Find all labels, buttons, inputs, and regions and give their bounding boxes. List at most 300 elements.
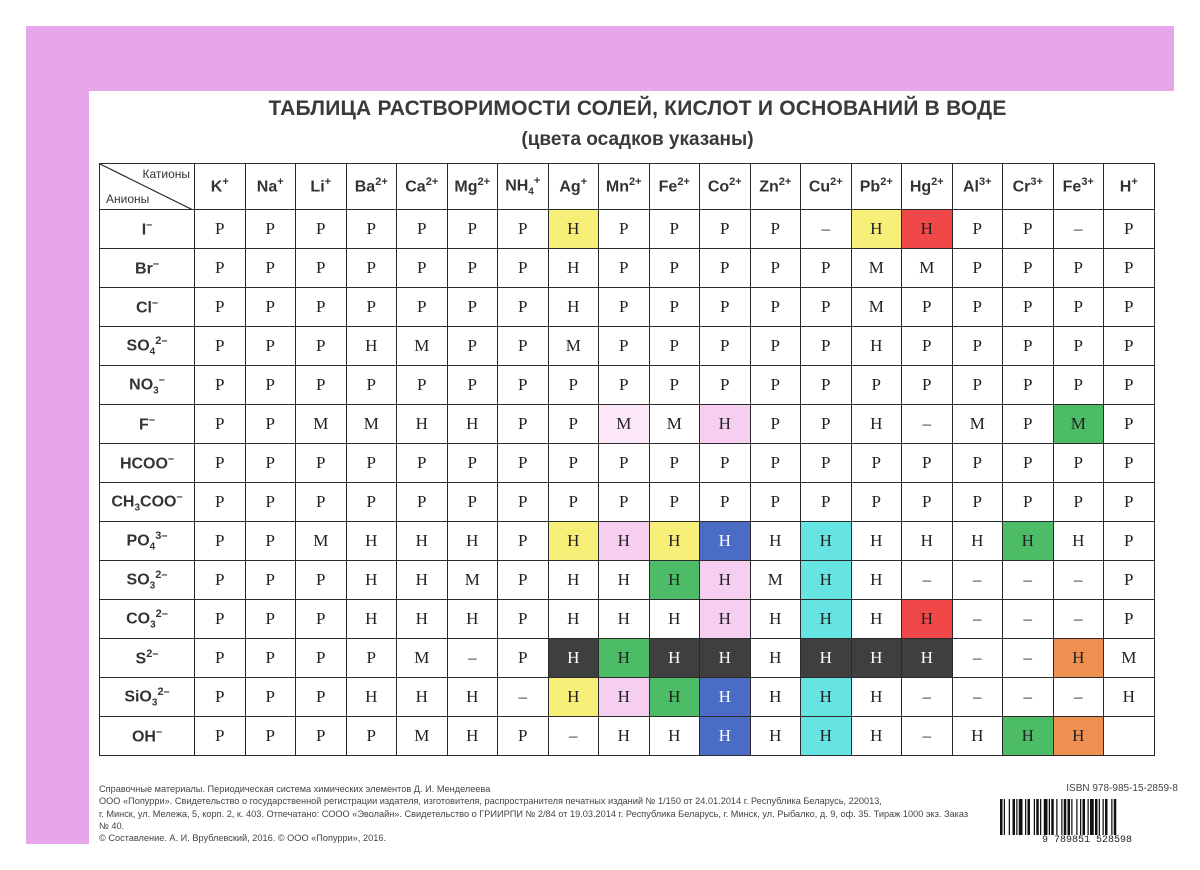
solubility-value: Р bbox=[316, 453, 326, 472]
page-title: ТАБЛИЦА РАСТВОРИМОСТИ СОЛЕЙ, КИСЛОТ И ОСНОВАНИЙ В ВОДЕ bbox=[268, 97, 1007, 120]
solubility-cell bbox=[851, 717, 902, 756]
solubility-cell bbox=[548, 405, 599, 444]
solubility-cell bbox=[397, 366, 448, 405]
solubility-value: Р bbox=[316, 726, 326, 745]
solubility-value: Н bbox=[466, 414, 479, 433]
solubility-cell bbox=[952, 444, 1003, 483]
formula-base: I bbox=[141, 221, 147, 239]
solubility-cell bbox=[952, 366, 1003, 405]
solubility-value: Н bbox=[415, 570, 428, 589]
solubility-cell bbox=[599, 717, 650, 756]
solubility-value: Р bbox=[467, 492, 477, 511]
solubility-cell bbox=[1003, 210, 1054, 249]
solubility-cell bbox=[195, 639, 246, 678]
formula-subscript: 3 bbox=[150, 619, 156, 631]
solubility-value: Р bbox=[568, 453, 578, 472]
solubility-value: Р bbox=[720, 219, 730, 238]
solubility-value: Н bbox=[819, 531, 832, 550]
formula-charge: + bbox=[533, 175, 541, 188]
solubility-cell bbox=[750, 288, 801, 327]
formula-charge: + bbox=[1131, 176, 1138, 189]
solubility-value: Р bbox=[619, 258, 629, 277]
solubility-cell bbox=[801, 600, 852, 639]
solubility-value: – bbox=[973, 687, 982, 706]
solubility-cell bbox=[649, 288, 700, 327]
solubility-value: Р bbox=[1124, 609, 1134, 628]
solubility-cell bbox=[397, 288, 448, 327]
solubility-value: Р bbox=[265, 531, 275, 550]
formula-base: Pb bbox=[859, 178, 881, 196]
solubility-value: Р bbox=[922, 336, 932, 355]
solubility-cell bbox=[447, 483, 498, 522]
formula-base: Ca bbox=[405, 178, 426, 196]
barcode-bar bbox=[1044, 799, 1048, 839]
solubility-cell bbox=[902, 483, 953, 522]
solubility-value: – bbox=[922, 570, 931, 589]
solubility-cell bbox=[346, 522, 397, 561]
barcode-bar bbox=[1083, 799, 1086, 839]
formula-base: CO bbox=[126, 610, 151, 628]
solubility-cell bbox=[1104, 210, 1155, 249]
solubility-value: Р bbox=[265, 297, 275, 316]
solubility-cell bbox=[902, 327, 953, 366]
solubility-cell bbox=[397, 717, 448, 756]
solubility-value: Н bbox=[718, 687, 731, 706]
solubility-value: Н bbox=[617, 726, 630, 745]
solubility-cell bbox=[952, 483, 1003, 522]
table-row bbox=[100, 288, 1155, 327]
solubility-value: Н bbox=[718, 609, 731, 628]
solubility-cell bbox=[801, 678, 852, 717]
solubility-cell bbox=[296, 522, 347, 561]
barcode-bar bbox=[1040, 799, 1041, 839]
solubility-value: Р bbox=[215, 570, 225, 589]
solubility-value: Р bbox=[1124, 336, 1134, 355]
solubility-value: Р bbox=[619, 453, 629, 472]
solubility-value: – bbox=[1074, 609, 1083, 628]
cation-header bbox=[548, 164, 599, 210]
solubility-value: Р bbox=[972, 219, 982, 238]
solubility-cell bbox=[195, 600, 246, 639]
solubility-value: Н bbox=[870, 414, 883, 433]
solubility-cell bbox=[1053, 483, 1104, 522]
solubility-cell bbox=[447, 405, 498, 444]
solubility-cell bbox=[548, 366, 599, 405]
formula-base: Cr bbox=[1012, 178, 1031, 196]
solubility-cell bbox=[397, 327, 448, 366]
barcode-bar bbox=[1114, 799, 1117, 839]
solubility-value: Р bbox=[265, 492, 275, 511]
solubility-cell bbox=[952, 678, 1003, 717]
solubility-value: Р bbox=[922, 297, 932, 316]
solubility-value: Р bbox=[1124, 453, 1134, 472]
solubility-cell bbox=[195, 327, 246, 366]
solubility-value: Н bbox=[718, 648, 731, 667]
solubility-cell bbox=[700, 210, 751, 249]
solubility-value: Н bbox=[920, 648, 933, 667]
solubility-cell bbox=[1003, 717, 1054, 756]
solubility-cell bbox=[952, 405, 1003, 444]
solubility-value: Н bbox=[365, 531, 378, 550]
solubility-cell bbox=[1053, 678, 1104, 717]
solubility-cell bbox=[902, 522, 953, 561]
solubility-cell bbox=[498, 483, 549, 522]
solubility-cell bbox=[750, 249, 801, 288]
solubility-cell bbox=[1104, 444, 1155, 483]
solubility-cell bbox=[296, 483, 347, 522]
solubility-value: Р bbox=[770, 297, 780, 316]
solubility-value: Р bbox=[518, 453, 528, 472]
solubility-value: Р bbox=[619, 297, 629, 316]
solubility-value: Р bbox=[518, 726, 528, 745]
cation-header bbox=[599, 164, 650, 210]
solubility-value: Р bbox=[316, 258, 326, 277]
solubility-cell bbox=[750, 522, 801, 561]
solubility-value: Р bbox=[518, 375, 528, 394]
solubility-value: Н bbox=[819, 687, 832, 706]
solubility-value: Н bbox=[870, 609, 883, 628]
formula-base: Na bbox=[256, 178, 278, 196]
solubility-cell bbox=[599, 639, 650, 678]
solubility-cell bbox=[346, 483, 397, 522]
formula-base: Hg bbox=[909, 178, 932, 196]
solubility-value: Р bbox=[366, 648, 376, 667]
solubility-cell bbox=[801, 717, 852, 756]
solubility-value: Р bbox=[518, 492, 528, 511]
formula-base: NO bbox=[129, 376, 154, 394]
solubility-cell bbox=[1003, 327, 1054, 366]
solubility-cell bbox=[750, 366, 801, 405]
solubility-cell bbox=[346, 444, 397, 483]
solubility-value: Р bbox=[1073, 453, 1083, 472]
solubility-cell bbox=[346, 249, 397, 288]
solubility-cell bbox=[750, 210, 801, 249]
solubility-value: Н bbox=[718, 726, 731, 745]
solubility-cell bbox=[548, 327, 599, 366]
solubility-cell bbox=[801, 210, 852, 249]
imprint-line-1: Справочные материалы. Периодическая система химических элементов Д. И. Менделеева bbox=[99, 784, 491, 794]
solubility-value: Н bbox=[769, 609, 782, 628]
solubility-cell bbox=[1053, 288, 1104, 327]
solubility-value: Н bbox=[870, 219, 883, 238]
solubility-value: Н bbox=[1021, 726, 1034, 745]
solubility-cell bbox=[599, 444, 650, 483]
solubility-cell bbox=[851, 405, 902, 444]
solubility-value: Н bbox=[617, 687, 630, 706]
barcode-bar bbox=[1019, 799, 1023, 839]
formula-charge: 3– bbox=[155, 529, 168, 542]
solubility-cell bbox=[498, 522, 549, 561]
solubility-cell bbox=[902, 366, 953, 405]
solubility-value: Н bbox=[870, 687, 883, 706]
table-row bbox=[100, 249, 1155, 288]
table-row bbox=[100, 561, 1155, 600]
formula-base: Mg bbox=[454, 178, 478, 196]
solubility-cell bbox=[1003, 288, 1054, 327]
solubility-value: Р bbox=[669, 219, 679, 238]
solubility-value: Н bbox=[415, 531, 428, 550]
solubility-cell bbox=[296, 288, 347, 327]
solubility-cell bbox=[397, 483, 448, 522]
solubility-cell bbox=[952, 561, 1003, 600]
solubility-value: Р bbox=[316, 375, 326, 394]
solubility-cell bbox=[801, 522, 852, 561]
solubility-cell bbox=[245, 483, 296, 522]
solubility-cell bbox=[851, 249, 902, 288]
solubility-cell bbox=[700, 444, 751, 483]
solubility-cell bbox=[447, 561, 498, 600]
solubility-cell bbox=[1104, 405, 1155, 444]
formula-base: F bbox=[139, 416, 149, 434]
solubility-value: Н bbox=[819, 726, 832, 745]
solubility-value: Н bbox=[819, 648, 832, 667]
table-row bbox=[100, 717, 1155, 756]
formula-charge: + bbox=[324, 176, 332, 189]
solubility-value: Н bbox=[365, 609, 378, 628]
cations-label: Катионы bbox=[142, 167, 190, 181]
solubility-cell bbox=[649, 600, 700, 639]
solubility-value: Р bbox=[316, 336, 326, 355]
solubility-cell bbox=[902, 678, 953, 717]
formula-charge: 2+ bbox=[677, 176, 690, 189]
solubility-value: Р bbox=[366, 297, 376, 316]
solubility-value: Р bbox=[1073, 336, 1083, 355]
formula-base: Cu bbox=[808, 178, 831, 196]
solubility-value: Р bbox=[215, 336, 225, 355]
formula-charge: – bbox=[167, 452, 175, 465]
solubility-value: Н bbox=[718, 414, 731, 433]
cation-header bbox=[750, 164, 801, 210]
solubility-value: М bbox=[414, 648, 430, 667]
solubility-cell bbox=[447, 678, 498, 717]
solubility-cell bbox=[801, 639, 852, 678]
imprint-line-3: г. Минск, ул. Мележа, 5, корп. 2, к. 403. Отпечатано: СООО «Эволайн». Свидетельство о ГРИИРПИ № 2/84 от 19.03.2014 г. Республика Беларусь, г. Минск, ул. Рыбалко, д. 9, оф. 35. Тираж 1000 экз. Заказ № 40. bbox=[99, 808, 969, 831]
formula-base: Li bbox=[310, 178, 325, 196]
anion-header bbox=[100, 366, 195, 405]
formula-charge: + bbox=[580, 176, 588, 189]
solubility-value: Р bbox=[1124, 375, 1134, 394]
solubility-value: Н bbox=[567, 297, 580, 316]
solubility-value: М bbox=[616, 414, 632, 433]
formula-subscript: 3 bbox=[134, 502, 141, 514]
formula-subscript: 3 bbox=[153, 385, 159, 397]
solubility-value: Н bbox=[567, 570, 580, 589]
table-row bbox=[100, 444, 1155, 483]
solubility-value: Р bbox=[215, 492, 225, 511]
solubility-cell bbox=[851, 600, 902, 639]
solubility-cell bbox=[245, 561, 296, 600]
solubility-cell bbox=[902, 210, 953, 249]
solubility-cell bbox=[599, 366, 650, 405]
solubility-value: Р bbox=[265, 726, 275, 745]
solubility-value: Н bbox=[1122, 687, 1135, 706]
solubility-value: Р bbox=[972, 336, 982, 355]
solubility-value: Р bbox=[265, 219, 275, 238]
solubility-cell bbox=[296, 561, 347, 600]
solubility-value: Р bbox=[669, 297, 679, 316]
cation-header bbox=[498, 164, 549, 210]
solubility-value: – bbox=[1023, 570, 1032, 589]
solubility-cell bbox=[195, 483, 246, 522]
solubility-cell bbox=[397, 210, 448, 249]
solubility-cell bbox=[498, 717, 549, 756]
solubility-cell bbox=[851, 678, 902, 717]
solubility-cell bbox=[851, 639, 902, 678]
solubility-value: Р bbox=[821, 297, 831, 316]
solubility-cell bbox=[1003, 249, 1054, 288]
solubility-cell bbox=[700, 561, 751, 600]
solubility-cell bbox=[952, 327, 1003, 366]
solubility-cell bbox=[447, 210, 498, 249]
formula-base: NH bbox=[505, 177, 529, 195]
solubility-value: Р bbox=[720, 258, 730, 277]
solubility-value: Р bbox=[871, 492, 881, 511]
solubility-cell bbox=[1104, 678, 1155, 717]
solubility-value: Р bbox=[568, 375, 578, 394]
formula-base: K bbox=[210, 178, 223, 196]
solubility-value: Н bbox=[1072, 648, 1085, 667]
barcode-bar bbox=[1056, 799, 1057, 839]
solubility-cell bbox=[902, 717, 953, 756]
solubility-value: Н bbox=[567, 687, 580, 706]
solubility-cell bbox=[498, 600, 549, 639]
solubility-cell bbox=[851, 288, 902, 327]
cation-header bbox=[245, 164, 296, 210]
formula-base: Al bbox=[962, 178, 979, 196]
formula-base: S bbox=[135, 650, 147, 668]
solubility-cell bbox=[851, 483, 902, 522]
solubility-cell bbox=[498, 561, 549, 600]
solubility-value: Р bbox=[972, 453, 982, 472]
solubility-value: Р bbox=[770, 219, 780, 238]
solubility-cell bbox=[346, 678, 397, 717]
solubility-value: Н bbox=[415, 687, 428, 706]
solubility-cell bbox=[548, 600, 599, 639]
solubility-value: Н bbox=[668, 570, 681, 589]
solubility-cell bbox=[851, 327, 902, 366]
barcode-bar bbox=[1071, 799, 1072, 839]
solubility-cell bbox=[700, 483, 751, 522]
solubility-cell bbox=[649, 717, 700, 756]
solubility-value: Н bbox=[668, 609, 681, 628]
solubility-value: Р bbox=[619, 219, 629, 238]
solubility-cell bbox=[1053, 717, 1104, 756]
solubility-value: Р bbox=[265, 375, 275, 394]
cation-header bbox=[801, 164, 852, 210]
solubility-cell bbox=[397, 639, 448, 678]
formula-base: SiO bbox=[124, 688, 152, 706]
solubility-cell bbox=[1104, 288, 1155, 327]
formula-base: SO bbox=[126, 337, 150, 355]
solubility-cell bbox=[346, 210, 397, 249]
solubility-value: Р bbox=[770, 453, 780, 472]
solubility-value: Р bbox=[1124, 531, 1134, 550]
solubility-cell bbox=[397, 678, 448, 717]
solubility-cell bbox=[750, 327, 801, 366]
anions-label: Анионы bbox=[106, 192, 150, 206]
solubility-value: М bbox=[363, 414, 379, 433]
solubility-value: – bbox=[1074, 687, 1083, 706]
solubility-value: Н bbox=[718, 570, 731, 589]
solubility-cell bbox=[1003, 561, 1054, 600]
solubility-cell bbox=[750, 483, 801, 522]
solubility-value: Р bbox=[518, 531, 528, 550]
anion-header bbox=[100, 249, 195, 288]
solubility-value: Р bbox=[467, 297, 477, 316]
solubility-value: Р bbox=[821, 492, 831, 511]
solubility-cell bbox=[296, 717, 347, 756]
solubility-cell bbox=[346, 639, 397, 678]
solubility-value: Р bbox=[669, 336, 679, 355]
anion-header bbox=[100, 639, 195, 678]
solubility-table bbox=[99, 163, 1155, 756]
solubility-cell bbox=[801, 249, 852, 288]
imprint-line-4: © Составление. А. И. Врублевский, 2016. © ООО «Попурри», 2016. bbox=[99, 833, 386, 844]
solubility-cell bbox=[447, 249, 498, 288]
solubility-value: Р bbox=[265, 648, 275, 667]
solubility-cell bbox=[296, 249, 347, 288]
solubility-cell bbox=[1003, 678, 1054, 717]
solubility-cell bbox=[700, 678, 751, 717]
solubility-value: Р bbox=[215, 687, 225, 706]
solubility-value: Р bbox=[265, 687, 275, 706]
solubility-cell bbox=[750, 717, 801, 756]
solubility-cell bbox=[1003, 366, 1054, 405]
formula-rest: COO bbox=[140, 493, 177, 511]
formula-base: HCOO bbox=[119, 455, 168, 473]
solubility-value: Р bbox=[1023, 492, 1033, 511]
solubility-cell bbox=[952, 522, 1003, 561]
cation-header bbox=[1003, 164, 1054, 210]
solubility-value: Н bbox=[365, 336, 378, 355]
barcode-bar bbox=[1049, 799, 1050, 839]
corner-cell bbox=[100, 164, 195, 210]
solubility-cell bbox=[245, 210, 296, 249]
solubility-cell bbox=[700, 327, 751, 366]
solubility-cell bbox=[195, 366, 246, 405]
solubility-cell bbox=[296, 600, 347, 639]
barcode-bar bbox=[1064, 799, 1067, 839]
barcode-bar bbox=[1013, 799, 1016, 839]
formula-base: Fe bbox=[658, 178, 678, 196]
solubility-cell bbox=[700, 717, 751, 756]
solubility-cell bbox=[1003, 444, 1054, 483]
solubility-value: Р bbox=[1073, 297, 1083, 316]
solubility-value: Р bbox=[366, 375, 376, 394]
solubility-value: Р bbox=[417, 258, 427, 277]
solubility-value: Р bbox=[467, 336, 477, 355]
solubility-cell bbox=[195, 405, 246, 444]
solubility-cell bbox=[548, 639, 599, 678]
solubility-cell bbox=[397, 444, 448, 483]
formula-base: Fe bbox=[1062, 178, 1082, 196]
solubility-value: Р bbox=[215, 531, 225, 550]
solubility-value: Р bbox=[821, 414, 831, 433]
solubility-cell bbox=[498, 288, 549, 327]
solubility-value: Р bbox=[316, 648, 326, 667]
solubility-value: Р bbox=[1124, 297, 1134, 316]
solubility-cell bbox=[245, 678, 296, 717]
formula-charge: 2– bbox=[157, 685, 170, 698]
solubility-value: – bbox=[1074, 219, 1083, 238]
solubility-cell bbox=[750, 600, 801, 639]
solubility-cell bbox=[801, 327, 852, 366]
solubility-cell bbox=[498, 210, 549, 249]
cation-header bbox=[397, 164, 448, 210]
solubility-cell bbox=[397, 600, 448, 639]
formula-charge: 2– bbox=[155, 607, 168, 620]
solubility-cell bbox=[1104, 483, 1155, 522]
